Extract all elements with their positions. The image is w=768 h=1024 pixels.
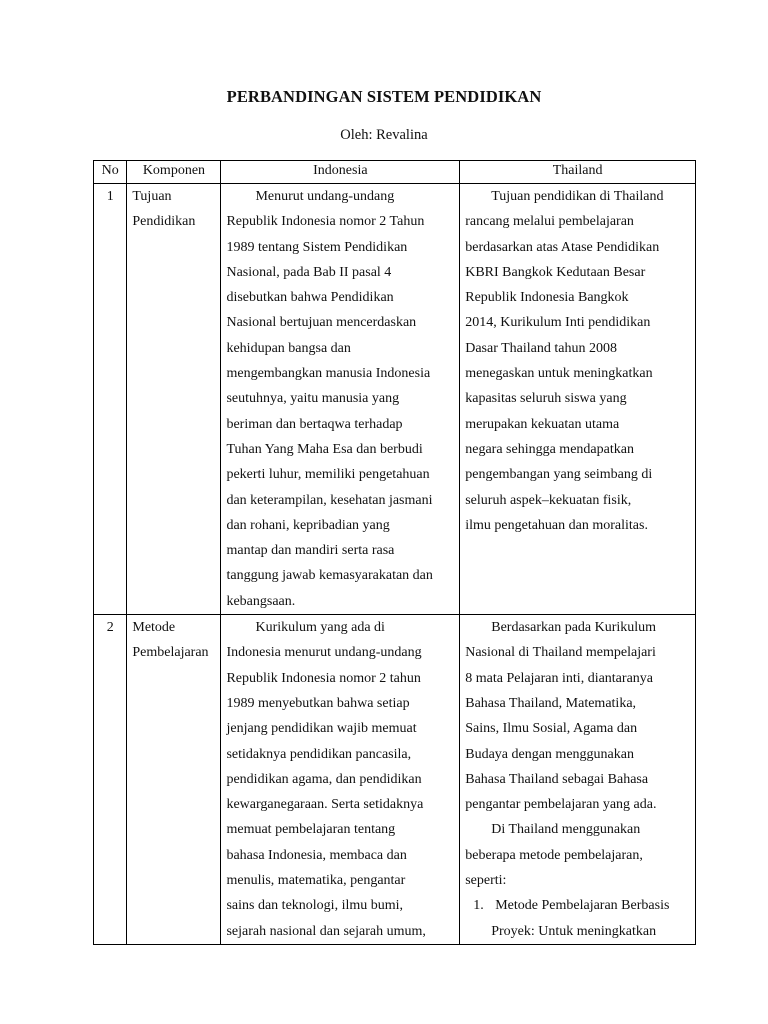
comparison-table <box>93 160 696 945</box>
author-line: Oleh: Revalina <box>340 127 428 143</box>
text-line: jenjang pendidikan wajib memuat <box>226 721 417 737</box>
text-line: kehidupan bangsa dan <box>226 340 351 356</box>
text-line: Dasar Thailand tahun 2008 <box>465 340 617 356</box>
text-line: mantap dan mandiri serta rasa <box>226 543 395 559</box>
text-line: tanggung jawab kemasyarakatan dan <box>226 568 433 584</box>
text-line: menegaskan untuk meningkatkan <box>465 366 653 382</box>
text-line: dan rohani, kepribadian yang <box>226 517 390 533</box>
list-number: 1. <box>473 898 484 914</box>
component-cell <box>127 184 221 615</box>
text-line: rancang melalui pembelajaran <box>465 214 634 230</box>
thailand-paragraph <box>465 817 690 893</box>
text-line: 1989 tentang Sistem Pendidikan <box>226 239 408 255</box>
thailand-paragraph <box>465 615 690 817</box>
header-indonesia: Indonesia <box>221 161 460 184</box>
text-line: Nasional, pada Bab II pasal 4 <box>226 264 392 280</box>
text-line: sejarah nasional dan sejarah umum, <box>226 923 426 939</box>
text-line: setidaknya pendidikan pancasila, <box>226 746 412 762</box>
component-line: Pembelajaran <box>132 645 209 661</box>
text-line: Kurikulum yang ada di <box>255 620 385 636</box>
text-line: 1989 menyebutkan bahwa setiap <box>226 695 410 711</box>
text-line: berdasarkan atas Atase Pendidikan <box>465 239 660 255</box>
text-line: Indonesia menurut undang-undang <box>226 645 422 661</box>
text-line: pendidikan agama, dan pendidikan <box>226 771 422 787</box>
table-row <box>94 184 696 615</box>
text-line: seperti: <box>465 873 507 889</box>
thailand-cell <box>460 615 696 945</box>
text-line: pengantar pembelajaran yang ada. <box>465 797 657 813</box>
text-line: Di Thailand menggunakan <box>491 822 641 838</box>
text-line: beberapa metode pembelajaran, <box>465 847 643 863</box>
page-title: PERBANDINGAN SISTEM PENDIDIKAN <box>226 87 542 106</box>
text-line: Republik Indonesia nomor 2 tahun <box>226 670 421 686</box>
list-item-continuation: Proyek: Untuk meningkatkan <box>491 923 657 939</box>
text-line: 8 mata Pelajaran inti, diantaranya <box>465 670 653 686</box>
text-line: pengembangan yang seimbang di <box>465 467 653 483</box>
text-line: KBRI Bangkok Kedutaan Besar <box>465 264 646 280</box>
table-header-row <box>94 161 696 184</box>
text-line: Budaya dengan menggunakan <box>465 746 634 762</box>
text-line: kewarganegaraan. Serta setidaknya <box>226 797 424 813</box>
text-line: Nasional bertujuan mencerdaskan <box>226 315 417 331</box>
indonesia-cell <box>221 184 460 615</box>
text-line: ilmu pengetahuan dan moralitas. <box>465 517 648 533</box>
text-line: dan keterampilan, kesehatan jasmani <box>226 492 433 508</box>
thailand-cell <box>460 184 696 615</box>
text-line: kapasitas seluruh siswa yang <box>465 391 627 407</box>
text-line: kebangsaan. <box>226 593 296 609</box>
text-line: 2014, Kurikulum Inti pendidikan <box>465 315 651 331</box>
text-line: Sains, Ilmu Sosial, Agama dan <box>465 721 638 737</box>
text-line: Berdasarkan pada Kurikulum <box>491 620 657 636</box>
text-line: Menurut undang-undang <box>255 189 395 204</box>
list-item <box>465 893 690 918</box>
text-line: sains dan teknologi, ilmu bumi, <box>226 898 404 914</box>
header-thailand: Thailand <box>460 161 696 184</box>
text-line: merupakan kekuatan utama <box>465 416 620 432</box>
component-line: Tujuan <box>132 189 172 204</box>
text-line: beriman dan bertaqwa terhadap <box>226 416 403 432</box>
list-item-text: Metode Pembelajaran Berbasis <box>495 898 670 914</box>
table-row <box>94 615 696 945</box>
header-no: No <box>94 161 127 184</box>
text-line: memuat pembelajaran tentang <box>226 822 396 838</box>
text-line: Tujuan pendidikan di Thailand <box>491 189 664 204</box>
row-number: 1 <box>94 184 127 615</box>
header-komponen: Komponen <box>127 161 221 184</box>
indonesia-cell <box>221 615 460 945</box>
text-line: disebutkan bahwa Pendidikan <box>226 290 394 306</box>
text-line: Nasional di Thailand mempelajari <box>465 645 656 661</box>
thailand-method-list <box>465 893 690 944</box>
text-line: mengembangkan manusia Indonesia <box>226 366 431 382</box>
text-line: Tuhan Yang Maha Esa dan berbudi <box>226 441 423 457</box>
text-line: Republik Indonesia nomor 2 Tahun <box>226 214 425 230</box>
text-line: Bahasa Thailand, Matematika, <box>465 695 637 711</box>
text-line: Bahasa Thailand sebagai Bahasa <box>465 771 649 787</box>
text-line: negara sehingga mendapatkan <box>465 441 634 457</box>
text-line: menulis, matematika, pengantar <box>226 873 406 889</box>
text-line: seutuhnya, yaitu manusia yang <box>226 391 400 407</box>
text-line: bahasa Indonesia, membaca dan <box>226 847 407 863</box>
component-line: Metode <box>132 620 176 636</box>
text-line: Republik Indonesia Bangkok <box>465 290 629 306</box>
text-line: pekerti luhur, memiliki pengetahuan <box>226 467 430 483</box>
component-line: Pendidikan <box>132 214 196 230</box>
text-line: seluruh aspek–kekuatan fisik, <box>465 492 632 508</box>
row-number: 2 <box>94 615 127 945</box>
component-cell <box>127 615 221 945</box>
